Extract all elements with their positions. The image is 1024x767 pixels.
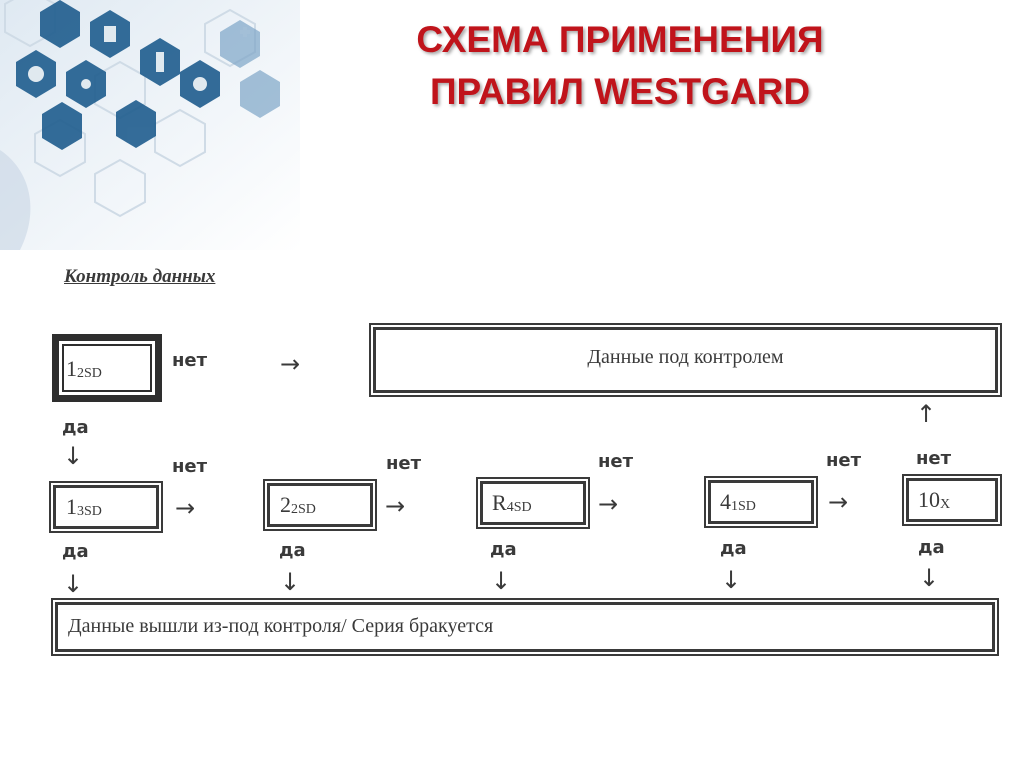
rule-main: 1	[66, 494, 77, 519]
label-yes: да	[918, 537, 945, 558]
label-no: нет	[598, 451, 634, 472]
arrow-down-icon: ↓	[919, 564, 940, 592]
rule-label-10x	[918, 487, 950, 513]
rule-sub: 4SD	[506, 500, 532, 515]
rule-sub: 3SD	[77, 504, 102, 519]
rule-label-1-3sd	[66, 494, 102, 520]
arrow-right-icon: →	[175, 494, 196, 522]
rule-label-1-2sd	[66, 356, 102, 382]
label-no: нет	[826, 450, 862, 471]
rule-main: 2	[280, 492, 291, 517]
rule-label-4-1sd	[720, 489, 756, 515]
arrow-down-icon: ↓	[280, 568, 301, 596]
rule-main: 1	[66, 356, 77, 381]
medical-hexagon-graphic	[0, 0, 300, 250]
arrow-right-icon: →	[828, 488, 849, 516]
arrow-right-icon: →	[280, 350, 301, 378]
label-yes: да	[720, 538, 747, 559]
rule-main: R	[492, 490, 507, 515]
rule-main: 4	[720, 489, 731, 514]
rule-main: 10	[918, 487, 940, 512]
label-yes: да	[490, 539, 517, 560]
arrow-down-icon: ↓	[63, 570, 84, 598]
slide-title-line-1: СХЕМА ПРИМЕНЕНИЯ	[416, 19, 824, 60]
label-no: нет	[386, 453, 422, 474]
label-no: нет	[172, 456, 208, 477]
out-of-control-text: Данные вышли из-под контроля/ Серия бракуется	[68, 615, 494, 637]
rule-label-2-2sd	[280, 492, 316, 518]
rule-sub: 2SD	[77, 366, 102, 381]
arrow-up-icon: ↑	[916, 400, 937, 428]
in-control-text: Данные под контролем	[587, 346, 784, 368]
label-yes: да	[279, 540, 306, 561]
arrow-down-icon: ↓	[491, 567, 512, 595]
rule-sub: 2SD	[291, 502, 316, 517]
arrow-right-icon: →	[598, 490, 619, 518]
arrow-down-icon: ↓	[63, 442, 84, 470]
label-no: нет	[172, 350, 208, 371]
label-yes: да	[62, 417, 89, 438]
slide-title-line-2: ПРАВИЛ WESTGARD	[429, 71, 811, 112]
label-yes: да	[62, 541, 89, 562]
arrow-down-icon: ↓	[721, 566, 742, 594]
rule-sub: X	[940, 497, 951, 512]
slide-title	[300, 14, 940, 118]
label-no: нет	[916, 448, 952, 469]
section-title: Контроль данных	[64, 266, 216, 287]
arrow-right-icon: →	[385, 492, 406, 520]
rule-sub: 1SD	[731, 499, 756, 514]
rule-label-r-4sd	[492, 490, 532, 516]
